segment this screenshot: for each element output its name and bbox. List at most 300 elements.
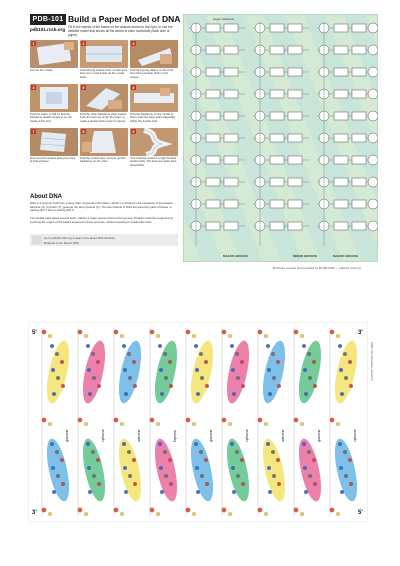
phosphate-circle (368, 221, 378, 231)
step-4 (30, 84, 78, 126)
atom (124, 490, 128, 494)
backbone-atom (114, 418, 118, 422)
base-pair-row (189, 133, 245, 143)
base-name-label: adenine (137, 429, 141, 442)
atom (232, 490, 236, 494)
backbone-atom (228, 334, 232, 338)
phosphate-circle (368, 155, 378, 165)
atom (168, 458, 172, 462)
atom (163, 450, 167, 454)
base-pair-row (189, 221, 245, 231)
base-pair-row (317, 177, 373, 187)
backbone-atom (150, 418, 154, 422)
base-pair-row (189, 89, 245, 99)
base-box (206, 222, 220, 230)
detailed-atom-model (28, 322, 368, 522)
backbone-atom (84, 422, 88, 426)
atom (52, 392, 56, 396)
base-name-label: cytosine (101, 429, 105, 442)
atom (348, 360, 352, 364)
atom (55, 352, 59, 356)
base-pair-row (189, 23, 245, 33)
backbone-atom (156, 334, 160, 338)
groove-label: MINOR GROOVE (293, 254, 318, 258)
atom (304, 392, 308, 396)
strand-end-label: 5' (32, 330, 37, 336)
atom (91, 450, 95, 454)
base-box (334, 156, 348, 164)
backbone-atom (192, 334, 196, 338)
base-pair-row (253, 23, 309, 33)
base-box (352, 134, 366, 142)
atom (199, 352, 203, 356)
instructions-panel (30, 14, 181, 246)
base-box (224, 112, 238, 120)
base-pair-row (253, 177, 309, 187)
base-name-label: guanine (317, 429, 321, 442)
backbone-atom (336, 512, 340, 516)
base-box (288, 90, 302, 98)
backbone-atom (222, 330, 226, 334)
base-box (352, 222, 366, 230)
backbone-atom (192, 422, 196, 426)
atom (303, 368, 307, 372)
base-pair-row (253, 45, 309, 55)
base-pair-row (317, 67, 373, 77)
steps-grid (30, 40, 178, 170)
base-box (352, 90, 366, 98)
backbone-atom (48, 334, 52, 338)
atom (230, 442, 234, 446)
atom (241, 482, 245, 486)
atom (56, 376, 60, 380)
dna-ladder-template (183, 14, 378, 262)
atom (133, 482, 137, 486)
step-number: 2 (82, 41, 85, 46)
base-name-label: cytosine (353, 429, 357, 442)
atom (338, 442, 342, 446)
base-box (334, 178, 348, 186)
atom (271, 450, 275, 454)
atom (96, 458, 100, 462)
atom (266, 442, 270, 446)
step-caption: Fold the backbone on the model so that it curls the base pairs diagonally within the double helix. (130, 112, 176, 123)
backbone-atom (258, 418, 262, 422)
atom (272, 376, 276, 380)
step-photo (80, 128, 128, 156)
base-pair-row (317, 155, 373, 165)
atom (128, 376, 132, 380)
atom (199, 450, 203, 454)
atom (124, 392, 128, 396)
base-box (352, 178, 366, 186)
base-pair-row (253, 67, 309, 77)
atom (276, 458, 280, 462)
strand-end-label: 3' (32, 510, 37, 516)
groove-label: MAJOR GROOVE (223, 254, 248, 258)
atom (91, 352, 95, 356)
backbone-atom (150, 508, 154, 512)
backbone-atom (186, 418, 190, 422)
base-box (224, 90, 238, 98)
atom (307, 352, 311, 356)
backbone-atom (78, 508, 82, 512)
atom (133, 384, 137, 388)
atom (169, 384, 173, 388)
atom (230, 344, 234, 348)
base-box (224, 200, 238, 208)
atom (50, 344, 54, 348)
base-box (206, 24, 220, 32)
base-box (334, 200, 348, 208)
atom (96, 360, 100, 364)
base-box (206, 178, 220, 186)
phosphate-circle (368, 199, 378, 209)
atom (271, 352, 275, 356)
atom (195, 368, 199, 372)
atom (159, 368, 163, 372)
base-box (352, 156, 366, 164)
base-pair-row (253, 199, 309, 209)
intro-text: Fill in the names of the bases on the strands shown to the right, or use the detailed model that shows all the atoms in each nucleotide (back side of paper). (68, 25, 173, 37)
about-heading: About DNA (30, 194, 62, 200)
step-caption: Fold all zig-zag valleys on the front; then fold mountain folds on the crease. (130, 68, 174, 79)
base-box (352, 112, 366, 120)
step-photo (80, 40, 128, 68)
atom (127, 450, 131, 454)
atom (196, 490, 200, 494)
base-box (352, 200, 366, 208)
base-pair-row (317, 111, 373, 121)
backbone-atom (120, 422, 124, 426)
atom (50, 442, 54, 446)
atom (277, 384, 281, 388)
atom (313, 482, 317, 486)
phosphate-circle (368, 133, 378, 143)
atom (344, 376, 348, 380)
atom (122, 344, 126, 348)
atom (339, 368, 343, 372)
atom (160, 490, 164, 494)
base-box (334, 90, 348, 98)
base-pair-row (317, 23, 373, 33)
backbone-atom (186, 508, 190, 512)
base-box (206, 134, 220, 142)
phosphate-circle (368, 45, 378, 55)
base-box (224, 46, 238, 54)
atom-model-drawing (28, 322, 368, 522)
base-pair-row (253, 89, 309, 99)
base-pair-row (189, 45, 245, 55)
step-5 (80, 84, 128, 126)
step-number: 1 (32, 41, 35, 46)
backbone-atom (264, 512, 268, 516)
atom (61, 384, 65, 388)
atom (349, 482, 353, 486)
atom (338, 344, 342, 348)
ladder-top-label: sugar backbone (213, 17, 235, 21)
atom (268, 490, 272, 494)
phosphate-circle (368, 67, 378, 77)
strand-end-label: 3' (358, 330, 363, 336)
about-paragraph-1: DNA is a polymer built from a long chain of genetic information, which is encoded in the sequence of four bases: adenine (A), thymine (T), guanine (G) and cytosine (C). The two strands of DNA are joined by pairs of bases, A pairing with T and G pairing with C. (30, 201, 174, 212)
step-caption: Fold the paper in half so that the backbone double crease is on the inside of the fold. (30, 112, 72, 123)
phosphate-circle (368, 111, 378, 121)
backbone-atom (222, 508, 226, 512)
backbone-atom (294, 330, 298, 334)
atom (340, 490, 344, 494)
atom (60, 458, 64, 462)
backbone-atom (330, 418, 334, 422)
atom (235, 352, 239, 356)
base-box (270, 200, 284, 208)
backbone-atom (150, 330, 154, 334)
bottom-caption: PDB-101 education resource (370, 342, 374, 381)
backbone-atom (120, 512, 124, 516)
base-pair-row (253, 155, 309, 165)
base-box (206, 112, 220, 120)
base-box (206, 68, 220, 76)
atom (204, 360, 208, 364)
step-2 (80, 40, 128, 82)
base-box (334, 24, 348, 32)
backbone-atom (84, 512, 88, 516)
backbone-atom (228, 422, 232, 426)
atom (236, 376, 240, 380)
base-box (352, 46, 366, 54)
base-box (288, 68, 302, 76)
atom (97, 482, 101, 486)
atom (88, 490, 92, 494)
atom (163, 352, 167, 356)
backbone-atom (84, 334, 88, 338)
base-box (206, 200, 220, 208)
base-box (224, 156, 238, 164)
step-8 (80, 128, 128, 170)
base-pair-row (317, 89, 373, 99)
atom (127, 352, 131, 356)
backbone-atom (120, 334, 124, 338)
backbone-atom (186, 330, 190, 334)
atom (164, 376, 168, 380)
atom (240, 458, 244, 462)
base-box (270, 222, 284, 230)
base-pair-row (317, 221, 373, 231)
step-number: 9 (132, 129, 135, 134)
phosphate-circle (368, 23, 378, 33)
base-pair-row (253, 221, 309, 231)
base-box (206, 156, 220, 164)
base-name-label: guanine (65, 429, 69, 442)
base-box (288, 200, 302, 208)
ladder-caption: Brochure created and provided by RCSB PDB — pdb101.rcsb.org (273, 266, 361, 270)
atom (235, 450, 239, 454)
base-name-label: adenine (281, 429, 285, 442)
backbone-atom (258, 508, 262, 512)
backbone-atom (258, 330, 262, 334)
atom (159, 466, 163, 470)
atom (313, 384, 317, 388)
base-box (206, 90, 220, 98)
base-box (270, 46, 284, 54)
backbone-atom (228, 512, 232, 516)
step-photo (130, 128, 178, 156)
atom (169, 482, 173, 486)
base-box (224, 68, 238, 76)
about-paragraph-2: The double helix twists around itself, making a major groove and a minor groove. Proteins read the sequence by touching the edges of the bases exposed in these grooves, without needing to unwind the helix. (30, 216, 174, 224)
footer-line-1[interactable]: Go to pdb101.rcsb.org to learn more about DNA structure. (44, 236, 116, 240)
step-caption: Now smooth creases along the rows of linked bases. (30, 156, 76, 164)
step-6 (130, 84, 178, 126)
atom (87, 368, 91, 372)
atom (56, 474, 60, 478)
step-photo (80, 84, 128, 112)
base-pair-row (189, 177, 245, 187)
atom (51, 466, 55, 470)
atom (302, 442, 306, 446)
base-pair-row (317, 45, 373, 55)
atom (348, 458, 352, 462)
base-box (352, 24, 366, 32)
strand-end-label: 5' (358, 510, 363, 516)
atom (86, 442, 90, 446)
backbone-atom (330, 330, 334, 334)
atom (200, 376, 204, 380)
base-box (224, 134, 238, 142)
step-caption: Fold the other backbone edge inward. Tuck the last one under the other, to make a double helix ready for gluing. (80, 112, 127, 123)
base-box (270, 134, 284, 142)
atom (128, 474, 132, 478)
base-box (224, 24, 238, 32)
backbone-atom (42, 508, 46, 512)
atom (194, 344, 198, 348)
backbone-atom (48, 422, 52, 426)
backbone-atom (336, 334, 340, 338)
atom (55, 450, 59, 454)
atom (195, 466, 199, 470)
atom (266, 344, 270, 348)
atom (340, 392, 344, 396)
atom (304, 490, 308, 494)
backbone-atom (294, 508, 298, 512)
base-box (270, 112, 284, 120)
atom (61, 482, 65, 486)
backbone-atom (300, 422, 304, 426)
base-box (288, 46, 302, 54)
atom (160, 392, 164, 396)
atom (267, 368, 271, 372)
backbone-atom (78, 330, 82, 334)
atom (344, 474, 348, 478)
atom (132, 458, 136, 462)
base-pair-row (317, 199, 373, 209)
atom (88, 392, 92, 396)
atom (158, 344, 162, 348)
backbone-atom (264, 422, 268, 426)
base-box (288, 134, 302, 142)
backbone-atom (78, 418, 82, 422)
phosphate-circle (368, 89, 378, 99)
step-caption: Fold the model open, and pin out the backbone on the other. (80, 156, 126, 164)
atom (240, 360, 244, 364)
atom (349, 384, 353, 388)
atom (241, 384, 245, 388)
base-name-label: thymine (173, 429, 177, 442)
atom (277, 482, 281, 486)
backbone-atom (294, 418, 298, 422)
step-photo (30, 40, 78, 68)
backbone-atom (330, 508, 334, 512)
backbone-atom (300, 512, 304, 516)
step-1 (30, 40, 78, 82)
footer-box (30, 234, 178, 246)
atom (343, 450, 347, 454)
step-photo (130, 84, 178, 112)
atom (132, 360, 136, 364)
base-box (270, 156, 284, 164)
base-pair-row (253, 133, 309, 143)
base-box (334, 134, 348, 142)
atom (308, 474, 312, 478)
step-photo (130, 40, 178, 68)
step-7 (30, 128, 78, 170)
step-photo (30, 128, 78, 156)
step-caption: Your finished model is a right-handed double helix. The lines are wider than actual DNA. (130, 156, 177, 167)
atom (92, 376, 96, 380)
footer-line-2: Molecule of the Month: DNA (44, 240, 79, 245)
base-box (288, 178, 302, 186)
step-number: 7 (32, 129, 35, 134)
base-name-label: guanine (209, 429, 213, 442)
base-pair-row (189, 111, 245, 121)
base-box (334, 46, 348, 54)
atom (60, 360, 64, 364)
atom (302, 344, 306, 348)
atom (231, 466, 235, 470)
atom (312, 458, 316, 462)
atom (276, 360, 280, 364)
atom (231, 368, 235, 372)
atom (168, 360, 172, 364)
phosphate-circle (368, 177, 378, 187)
base-box (270, 24, 284, 32)
atom (307, 450, 311, 454)
atom (268, 392, 272, 396)
base-box (206, 46, 220, 54)
atom (236, 474, 240, 478)
atom (86, 344, 90, 348)
site-url: pdb101.rcsb.org (30, 27, 66, 32)
atom (87, 466, 91, 470)
backbone-atom (264, 334, 268, 338)
atom (312, 360, 316, 364)
atom (123, 368, 127, 372)
step-caption: Fold all long creases first, so that gray lines are on the inside as the model folds. (80, 68, 128, 79)
atom (205, 384, 209, 388)
atom (200, 474, 204, 478)
atom (52, 490, 56, 494)
atom (51, 368, 55, 372)
page-title: Build a Paper Model of DNA (68, 14, 181, 24)
base-pair-row (253, 111, 309, 121)
base-pair-row (189, 67, 245, 77)
atom (267, 466, 271, 470)
atom (272, 474, 276, 478)
atom (204, 458, 208, 462)
base-box (288, 112, 302, 120)
atom (194, 442, 198, 446)
backbone-atom (336, 422, 340, 426)
